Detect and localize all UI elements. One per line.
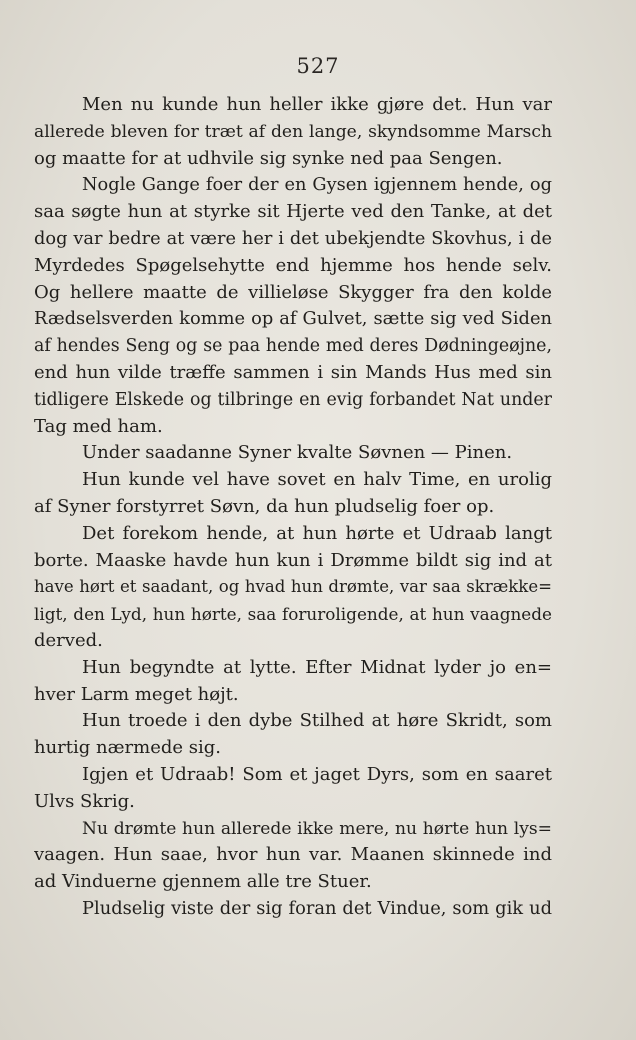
text-line: Igjen et Udraab! Som et jaget Dyrs, som en saaret <box>82 763 552 785</box>
text-line: Under saadanne Syner kvalte Søvnen — Pinen. <box>82 442 513 464</box>
text-line: Men nu kunde hun heller ikke gjøre det. Hun var <box>82 94 552 115</box>
body-text <box>34 92 552 923</box>
text-line: allerede bleven for træt af den lange, skyndsomme Marsch <box>34 121 552 142</box>
text-line: dog var bedre at være her i det ubekjendte Skovhus, i de <box>34 228 552 249</box>
text-line: hurtig nærmede sig. <box>34 737 221 759</box>
text-line: have hørt et saadant, og hvad hun drømte, var saa skrække= <box>34 577 552 597</box>
text-line: Hun begyndte at lytte. Efter Midnat lyder jo en= <box>82 656 552 678</box>
text-line: derved. <box>34 629 103 651</box>
text-line: Og hellere maatte de villieløse Skygger fra den kolde <box>34 281 552 303</box>
text-line: Hun kunde vel have sovet en halv Time, en urolig <box>82 469 552 491</box>
text-line: ad Vinduerne gjennem alle tre Stuer. <box>34 871 372 893</box>
text-line: vaagen. Hun saae, hvor hun var. Maanen skinnede ind <box>34 844 552 866</box>
text-line: Nu drømte hun allerede ikke mere, nu hørte hun lys= <box>82 818 552 839</box>
text-line: hver Larm meget højt. <box>34 683 239 705</box>
text-line: end hun vilde træffe sammen i sin Mands Hus med sin <box>34 361 552 383</box>
text-line: saa søgte hun at styrke sit Hjerte ved den Tanke, at det <box>34 201 552 223</box>
text-line: af hendes Seng og se paa hende med deres Dødningeøjne, <box>34 336 552 357</box>
text-line: Hun troede i den dybe Stilhed at høre Skridt, som <box>82 710 552 732</box>
text-line: Pludselig viste der sig foran det Vindue, som gik ud <box>82 897 552 919</box>
text-line: tidligere Elskede og tilbringe en evig forbandet Nat under <box>34 389 552 410</box>
text-line: Myrdedes Spøgelsehytte end hjemme hos hende selv. <box>34 254 552 276</box>
text-line: Tag med ham. <box>34 415 163 437</box>
text-line: Rædselsverden komme op af Gulvet, sætte sig ved Siden <box>34 308 552 330</box>
text-line: borte. Maaske havde hun kun i Drømme bildt sig ind at <box>34 549 552 571</box>
text-line: Nogle Gange foer der en Gysen igjennem hende, og <box>82 175 552 196</box>
text-line: og maatte for at udhvile sig synke ned paa Sengen. <box>34 147 503 169</box>
text-line: af Syner forstyrret Søvn, da hun pludselig foer op. <box>34 495 495 517</box>
text-line: Det forekom hende, at hun hørte et Udraab langt <box>82 522 552 544</box>
page-number: 527 <box>296 54 340 78</box>
text-line: ligt, den Lyd, hun hørte, saa foruroligende, at hun vaagnede <box>34 604 552 625</box>
text-line: Ulvs Skrig. <box>34 790 135 812</box>
